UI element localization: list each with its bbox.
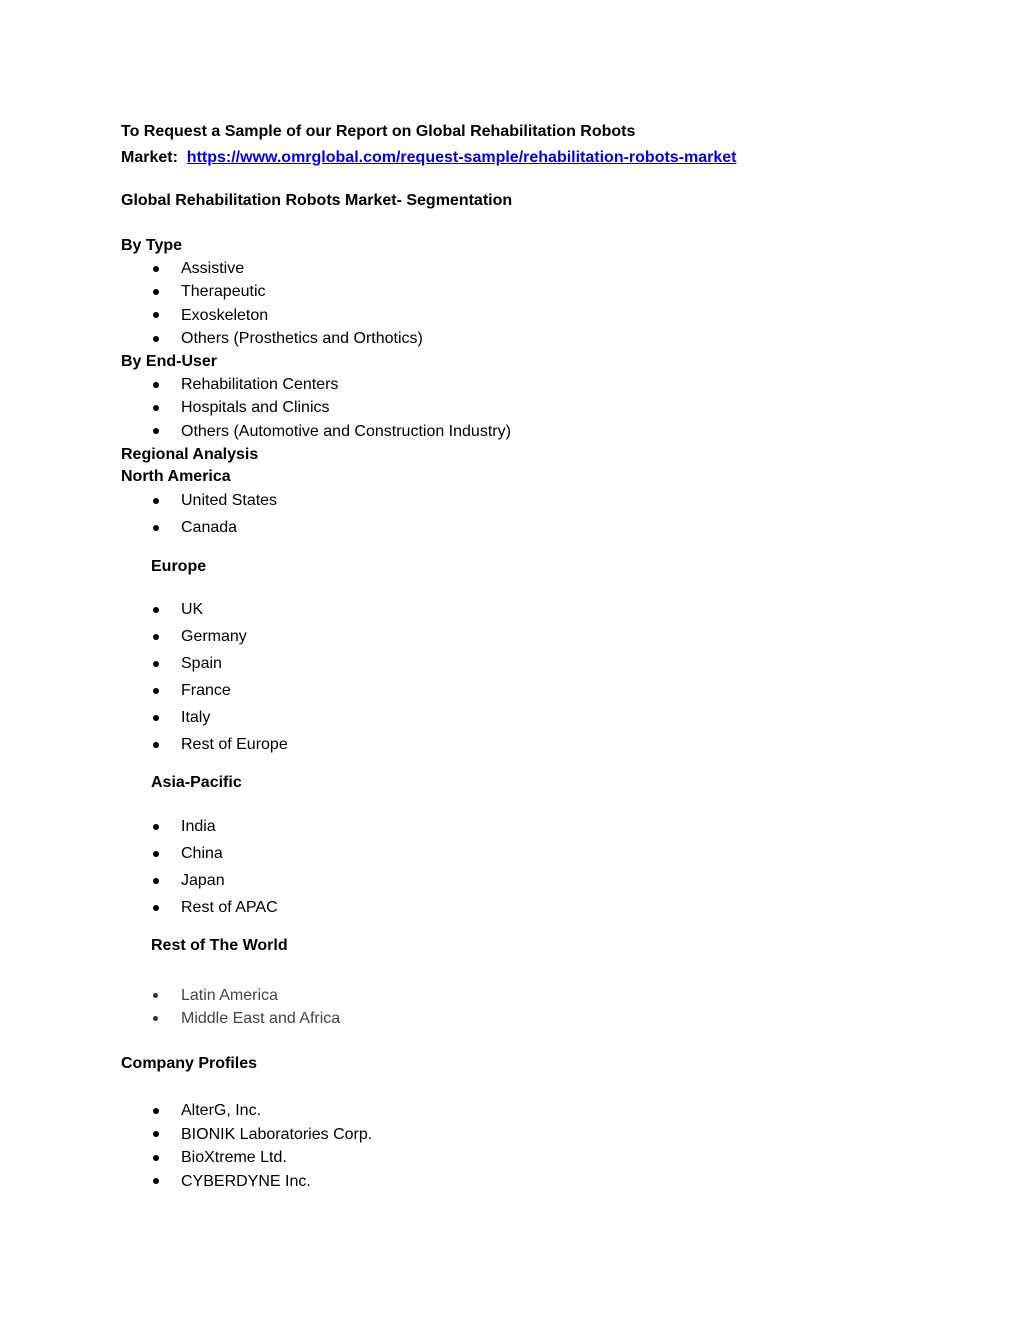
north-america-heading: North America <box>121 468 231 485</box>
list-item: Assistive <box>121 257 423 280</box>
list-item: UK <box>121 596 288 623</box>
company-profiles-list <box>121 1099 372 1193</box>
list-item: France <box>121 677 288 704</box>
list-item: Rest of Europe <box>121 731 288 758</box>
list-item: BioXtreme Ltd. <box>121 1146 372 1170</box>
list-item: Italy <box>121 704 288 731</box>
list-item: Spain <box>121 650 288 677</box>
asia-pacific-list <box>121 813 278 921</box>
request-label: Market: <box>121 149 178 166</box>
list-item: Others (Automotive and Construction Industry) <box>121 420 511 443</box>
by-type-heading: By Type <box>121 237 183 254</box>
list-item: Japan <box>121 867 278 894</box>
list-item: Others (Prosthetics and Orthotics) <box>121 327 423 350</box>
list-item: China <box>121 840 278 867</box>
rest-of-world-list <box>121 984 340 1030</box>
rest-of-world-heading: Rest of The World <box>151 937 288 954</box>
request-sample-link[interactable]: https://www.omrglobal.com/request-sample/rehabilitation-robots-market <box>186 149 737 166</box>
by-end-user-heading: By End-User <box>121 353 218 370</box>
list-item: Rehabilitation Centers <box>121 373 511 396</box>
list-item: Therapeutic <box>121 280 423 303</box>
list-item: Middle East and Africa <box>121 1007 340 1030</box>
company-profiles-heading: Company Profiles <box>121 1055 258 1072</box>
list-item: India <box>121 813 278 840</box>
asia-pacific-heading: Asia-Pacific <box>151 774 242 791</box>
segmentation-title: Global Rehabilitation Robots Market- Segmentation <box>121 192 513 209</box>
request-sample-heading: To Request a Sample of our Report on Global Rehabilitation Robots <box>121 123 636 140</box>
list-item: Hospitals and Clinics <box>121 396 511 419</box>
by-end-user-list <box>121 373 511 443</box>
list-item: Canada <box>121 514 277 541</box>
list-item: Latin America <box>121 984 340 1007</box>
regional-analysis-heading: Regional Analysis <box>121 446 259 463</box>
list-item: Germany <box>121 623 288 650</box>
list-item: Rest of APAC <box>121 894 278 921</box>
europe-heading: Europe <box>151 558 207 575</box>
list-item: AlterG, Inc. <box>121 1099 372 1123</box>
europe-list <box>121 596 288 758</box>
list-item: CYBERDYNE Inc. <box>121 1170 372 1194</box>
list-item: BIONIK Laboratories Corp. <box>121 1123 372 1147</box>
by-type-list <box>121 257 423 350</box>
list-item: United States <box>121 487 277 514</box>
list-item: Exoskeleton <box>121 304 423 327</box>
request-sample-link-line <box>121 148 737 168</box>
north-america-list <box>121 487 277 541</box>
